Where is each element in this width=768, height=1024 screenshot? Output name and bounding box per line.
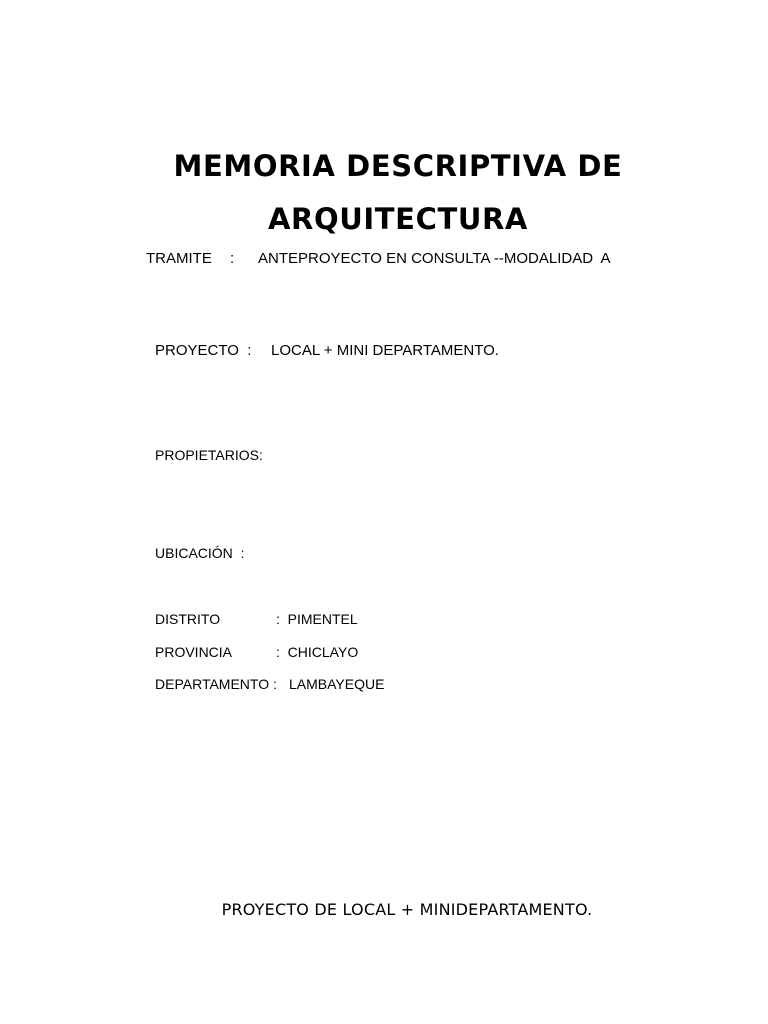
proyecto-row: [155, 342, 499, 359]
tramite-label: TRAMITE: [146, 250, 212, 267]
document-title: [0, 140, 768, 246]
distrito-value: : PIMENTEL: [276, 611, 358, 627]
tramite-row: [146, 250, 611, 267]
document-title-line2: ARQUITECTURA: [268, 202, 528, 236]
propietarios-row: [155, 447, 263, 463]
document-title-line1: MEMORIA DESCRIPTIVA DE: [173, 149, 623, 183]
proyecto-value: LOCAL + MINI DEPARTAMENTO.: [271, 342, 499, 359]
proyecto-label: PROYECTO :: [155, 342, 252, 359]
tramite-separator: :: [230, 250, 235, 267]
ubicacion-row: [155, 545, 244, 561]
distrito-label: DISTRITO: [155, 611, 221, 627]
departamento-value: LAMBAYEQUE: [289, 676, 385, 692]
provincia-row: [155, 644, 358, 660]
provincia-label: PROVINCIA: [155, 644, 233, 660]
tramite-value: ANTEPROYECTO EN CONSULTA --MODALIDAD A: [258, 250, 611, 267]
propietarios-label: PROPIETARIOS:: [155, 447, 263, 463]
departamento-row: [155, 676, 384, 692]
distrito-row: [155, 611, 358, 627]
ubicacion-label: UBICACIÓN :: [155, 545, 245, 561]
document-footer: PROYECTO DE LOCAL + MINIDEPARTAMENTO.: [221, 900, 593, 919]
provincia-value: : CHICLAYO: [276, 644, 359, 660]
departamento-label: DEPARTAMENTO :: [155, 676, 277, 692]
